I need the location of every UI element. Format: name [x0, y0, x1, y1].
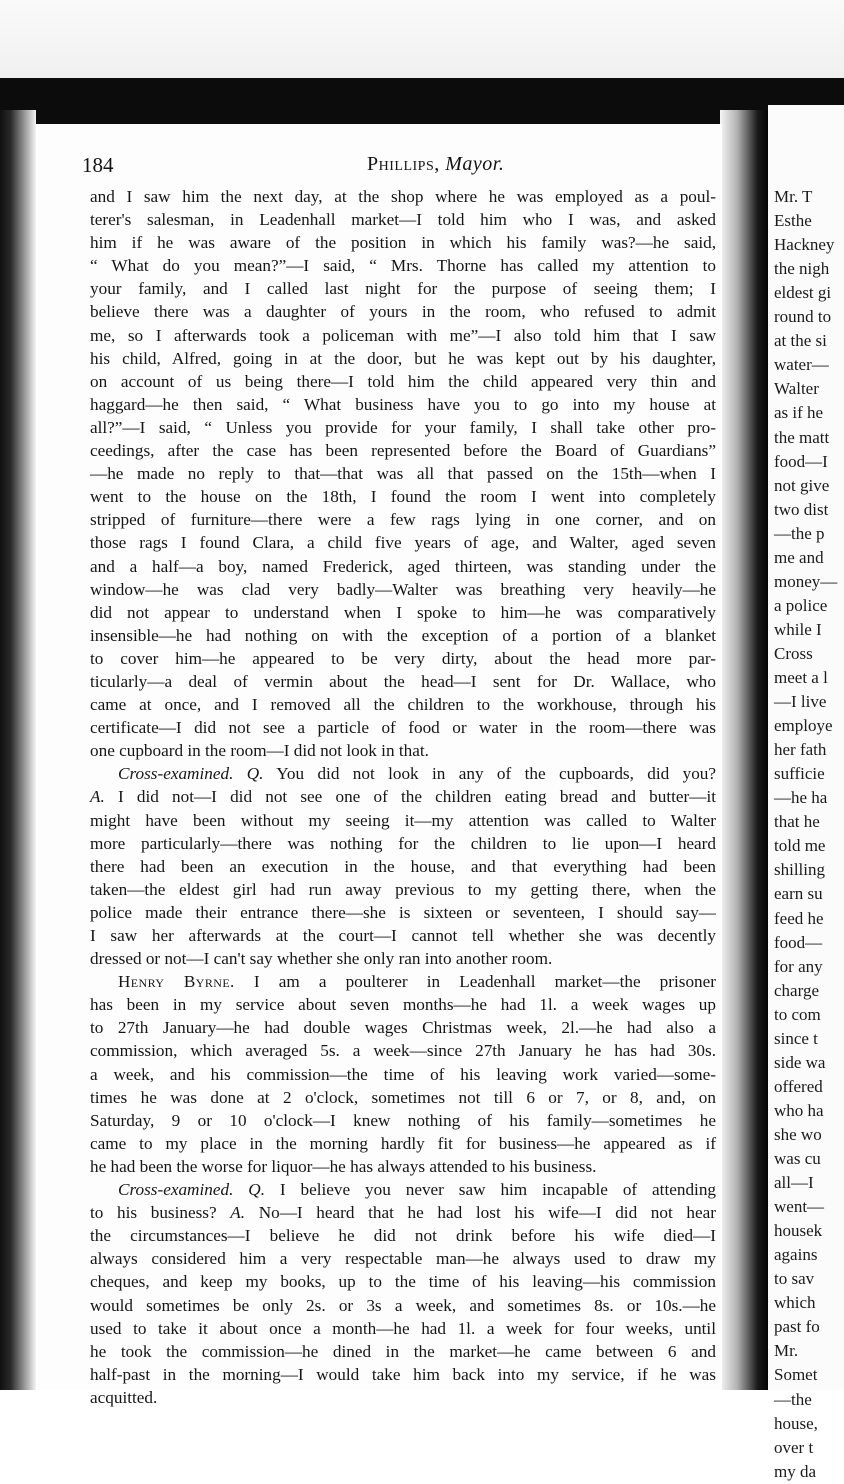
facing-page-line: told me [774, 836, 826, 856]
facing-page-line: went— [774, 1197, 825, 1217]
text-line: did not appear to understand when I spoke to him—he was comparatively [90, 602, 716, 622]
facing-page-line: house, [774, 1413, 818, 1433]
facing-page-line: Mr. [774, 1341, 799, 1361]
text-line: insensible—he had nothing on with the exception of a portion of a blanket [90, 625, 716, 645]
answer-marker: A. [230, 1203, 246, 1223]
question-text: to his business? [90, 1203, 217, 1223]
text-line: a week, and his commission—the time of his leaving work varied—some- [90, 1064, 716, 1084]
text-line: window—he was clad very badly—Walter was breathing very heavily—he [90, 579, 716, 599]
facing-page-line: the matt [774, 427, 830, 447]
text-line: those rags I found Clara, a child five years of age, and Walter, aged seven [90, 533, 716, 553]
answer-text: No—I heard that he had lost his wife—I did not hear [258, 1203, 717, 1223]
facing-page-line: Somet [774, 1365, 818, 1385]
question-marker: Q. [246, 764, 264, 784]
facing-page-line: —I live [774, 692, 827, 712]
question-text: You did not look in any of the cupboards, did you? [276, 764, 717, 784]
text-line: on account of us being there—I told him the child appeared very thin and [90, 371, 716, 391]
answer-marker: A. [90, 787, 105, 807]
facing-page-line: two dist [774, 499, 829, 519]
facing-page-line: sufficie [774, 764, 825, 784]
facing-page-line: was cu [774, 1149, 821, 1168]
text-line: all?”—I said, “ Unless you provide for your family, I shall take other pro- [90, 417, 716, 437]
text-line: terer's salesman, in Leadenhall market—I told him who I was, and asked [90, 210, 716, 230]
text-line: used to take it about once a month—he had 1l. a week for four weeks, until [90, 1318, 716, 1338]
cross-examination-line [90, 762, 716, 785]
text-line: would sometimes be only 2s. or 3s a week, and sometimes 8s. or 10s.—he [90, 1295, 716, 1315]
facing-page-line: not give [774, 475, 830, 495]
book-edge-shadow [0, 78, 844, 124]
facing-page-line: —the p [774, 523, 825, 543]
facing-page-line: her fath [774, 740, 827, 760]
facing-page-line: shilling [774, 860, 826, 880]
facing-page-line: since t [774, 1028, 818, 1048]
facing-page-line: which [774, 1293, 816, 1313]
answer-text: I did not—I did not see one of the children eating bread and butter—it [117, 787, 717, 807]
question-marker: Q. [248, 1180, 265, 1200]
cross-examination-line [90, 1178, 716, 1201]
facing-page-line: earn su [774, 884, 823, 904]
text-line: haggard—he then said, “ What business have you to go into my house at [90, 394, 716, 414]
text-line: his child, Alfred, going in at the door, but he was kept out by his daughter, [90, 348, 716, 368]
text-line: one cupboard in the room—I did not look in that. [90, 741, 429, 761]
text-line: the circumstances—I believe he did not drink before his wife died—I [90, 1226, 716, 1246]
text-line: cheques, and keep my books, up to the time of his leaving—his commission [90, 1272, 716, 1292]
facing-page-line: to sav [774, 1269, 815, 1289]
facing-page-line: who ha [774, 1100, 824, 1120]
text-line: police made their entrance there—she is sixteen or seventeen, I should say— [90, 902, 716, 922]
text-line: more particularly—there was nothing for the children to lie upon—I heard [90, 833, 716, 853]
witness-text: I am a poulterer in Leadenhall market—the prisoner [253, 972, 717, 992]
text-line: believe there was a daughter of yours in the room, who refused to admit [90, 302, 716, 322]
facing-page-line: water— [774, 355, 829, 375]
answer-line [90, 1201, 716, 1224]
facing-page-line: Cross [774, 643, 813, 663]
text-line: to 27th January—he had double wages Christmas week, 2l.—he had also a [90, 1018, 716, 1038]
facing-page-line: eldest gi [774, 283, 832, 303]
facing-page-line: money— [774, 571, 838, 591]
text-line: him if he was aware of the position in which his family was?—he said, [90, 233, 716, 253]
running-head-title [367, 153, 504, 176]
text-line: always considered him a very respectable man—he always used to draw my [90, 1249, 716, 1269]
text-line: certificate—I did not see a particle of food or water in the room—there was [90, 718, 716, 738]
facing-page-line: offered [774, 1076, 823, 1096]
text-line: came at once, and I removed all the children to the workhouse, through his [90, 695, 716, 715]
text-line: stripped of furniture—there were a few rags lying in one corner, and on [90, 510, 716, 530]
answer-line [90, 785, 716, 808]
facing-page-line: Hackney [774, 235, 835, 255]
cross-examined-label: Cross-examined. [118, 1180, 234, 1200]
cross-examined-label: Cross-examined. [118, 764, 234, 784]
facing-page-line: food—I [774, 451, 828, 471]
facing-page-line: my da [774, 1461, 817, 1481]
facing-page-line: past fo [774, 1317, 820, 1337]
text-line: —he made no reply to that—that was all that passed on the 15th—when I [90, 464, 716, 484]
text-line: he took the commission—he dined in the market—he came between 6 and [90, 1341, 716, 1361]
facing-page-line: food— [774, 932, 823, 952]
facing-page-line: meet a l [774, 668, 828, 687]
running-head-office: Mayor. [445, 153, 505, 175]
text-line: acquitted. [90, 1387, 158, 1407]
facing-page-line: agains [774, 1245, 818, 1265]
witness-name: Henry Byrne. [118, 972, 235, 992]
facing-page-line: to com [774, 1004, 821, 1024]
facing-page-line: a police [774, 595, 828, 615]
text-line: half-past in the morning—I would take him back into my service, if he was [90, 1364, 716, 1384]
text-line: your family, and I called last night for the purpose of seeing them; I [90, 279, 716, 299]
facing-page-line: as if he [774, 403, 824, 423]
facing-page-line: that he [774, 812, 820, 832]
running-head [82, 147, 712, 177]
facing-page-line: she wo [774, 1124, 822, 1144]
text-line: taken—the eldest girl had run away previous to my getting there, when the [90, 879, 716, 899]
text-line: I saw her afterwards at the court—I cannot tell whether she was decently [90, 926, 716, 945]
facing-page-line: Esthe [774, 211, 812, 231]
facing-page-line: all—I [774, 1173, 814, 1193]
facing-page-line: housek [774, 1221, 823, 1241]
text-line: has been in my service about seven months—he had 1l. a week wages up [90, 995, 716, 1015]
book-page [36, 124, 722, 1407]
page-number: 184 [82, 153, 114, 177]
left-page-edge [0, 110, 36, 1390]
facing-page-line: round to [774, 307, 832, 327]
facing-page-line: charge [774, 980, 819, 1000]
facing-page-line: over t [774, 1437, 814, 1457]
text-line: and I saw him the next day, at the shop where he was employed as a poul- [90, 187, 716, 206]
facing-page-line: Walter [774, 379, 819, 399]
text-line: he had been the worse for liquor—he has always attended to his business. [90, 1156, 597, 1176]
facing-page-line: feed he [774, 908, 824, 928]
text-line: to cover him—he appeared to be very dirty, about the head more par- [90, 648, 716, 668]
text-line: ticularly—a deal of vermin about the head—I sent for Dr. Wallace, who [90, 671, 716, 691]
facing-page-line: the nigh [774, 259, 830, 279]
facing-page-line: —the [774, 1389, 812, 1409]
question-text: I believe you never saw him incapable of attending [279, 1180, 717, 1200]
facing-page-line: side wa [774, 1052, 826, 1072]
book-gutter [720, 110, 770, 1390]
text-line: went to the house on the 18th, I found the room I went into completely [90, 487, 716, 507]
scan-top-margin [0, 0, 844, 78]
facing-page-line: —he ha [774, 788, 828, 808]
facing-page-line: at the si [774, 331, 827, 351]
text-line: times he was done at 2 o'clock, sometimes not till 6 or 7, or 8, and, on [90, 1087, 716, 1107]
facing-page-fragment [768, 105, 844, 1481]
witness-line [90, 970, 716, 993]
facing-page-line: for any [774, 956, 823, 976]
text-line: Saturday, 9 or 10 o'clock—I knew nothing of his family—sometimes he [90, 1110, 716, 1130]
text-line: ceedings, after the case has been represented before the Board of Guardians” [90, 441, 716, 461]
facing-page-line: employe [774, 716, 833, 736]
text-line: dressed or not—I can't say whether she only ran into another room. [90, 949, 553, 969]
facing-page-line: while I [774, 619, 822, 639]
text-line: there had been an execution in the house, and that everything had been [90, 856, 716, 876]
text-line: “ What do you mean?”—I said, “ Mrs. Thorne has called my attention to [90, 256, 716, 276]
testimony-text [90, 185, 716, 1409]
facing-page-line: Mr. T [774, 187, 813, 206]
text-line: might have been without my seeing it—my attention was called to Walter [90, 810, 716, 830]
text-line: commission, which averaged 5s. a week—since 27th January he has had 30s. [90, 1041, 716, 1061]
text-line: came to my place in the morning hardly fit for business—he appeared as if [90, 1133, 716, 1153]
facing-page-line: me and [774, 547, 824, 567]
running-head-name: Phillips, [367, 153, 440, 175]
text-line: me, so I afterwards took a policeman with me”—I also told him that I saw [90, 325, 716, 345]
text-line: and a half—a boy, named Frederick, aged thirteen, was standing under the [90, 556, 716, 576]
